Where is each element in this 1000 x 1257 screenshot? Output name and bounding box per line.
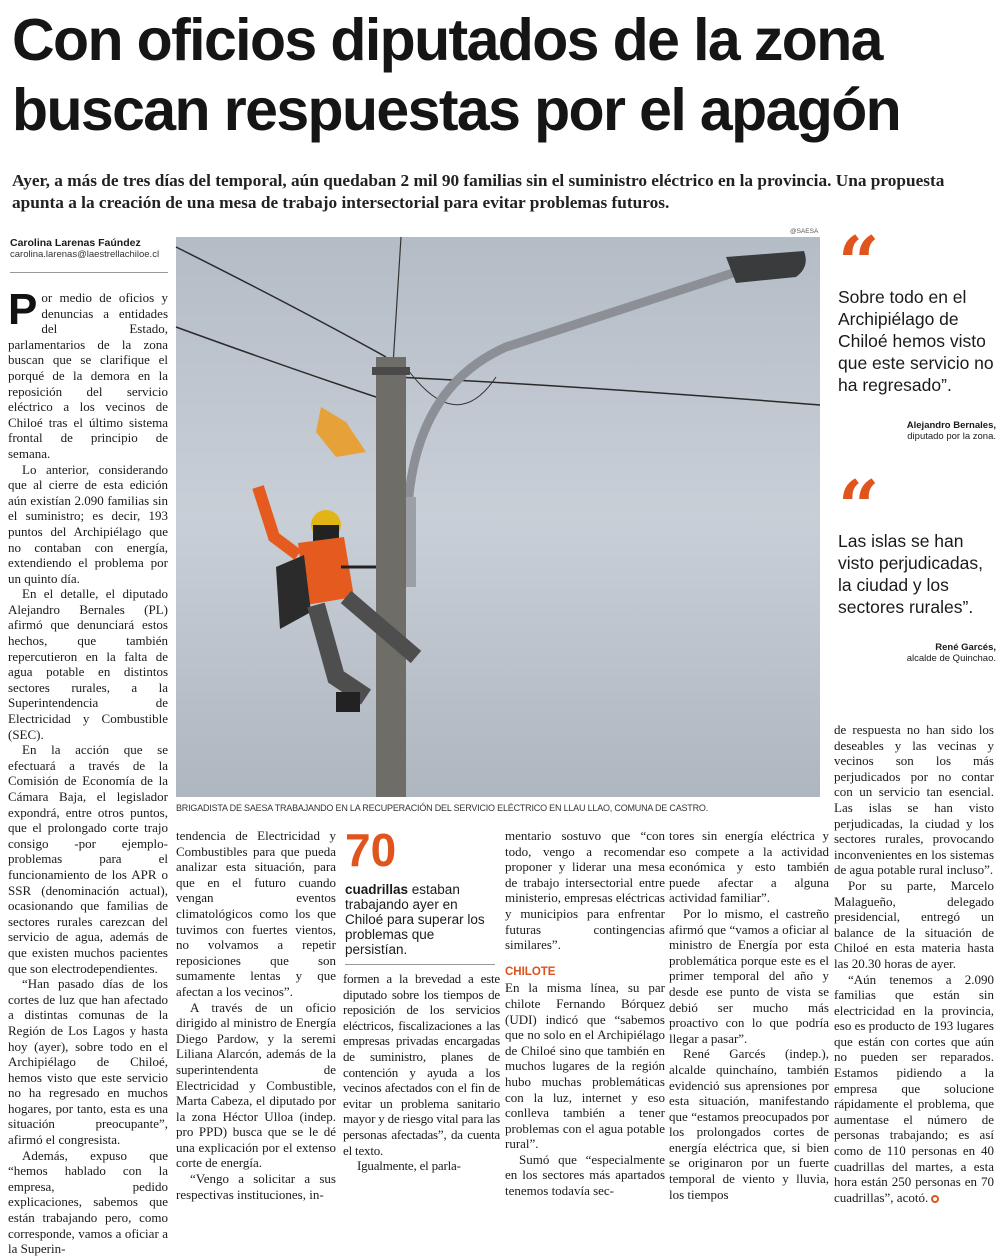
- stat-divider: [345, 964, 495, 965]
- end-of-article-icon: [931, 1195, 939, 1203]
- paragraph: tendencia de Electricidad y Combustibles para que pueda analizar esta situación, para que en el futuro cuando vengan eventos climatológicos como los que tuvimos con fuertes vientos, no volvamos a repetir reposiciones que son sumamente lentas y que afectan a los vecinos”.: [176, 828, 336, 999]
- column-3: [343, 971, 500, 1174]
- paragraph: Por su parte, Marcelo Malagueño, delegado presidencial, entregó un balance de la situación de Chiloé en esta materia hasta las 20.30 horas de ayer.: [834, 877, 994, 971]
- paragraph: mentario sostuvo que “con todo, vengo a recomendar proponer y liderar una mesa de trabajo intersectorial entre ministerio, empresas eléctricas y municipios para enfrentar futuras contingencias similares”.: [505, 828, 665, 953]
- paragraph: “Aún tenemos a 2.090 familias que están sin electricidad en la provincia, eso es producto de 193 lugares que están con cortes que aún no pueden ser reparados. Estamos pidiendo a la empresa que solucione rápidamente el problema, que aumentase el número de personas trabajando; es así como de 110 personas en 40 cuadrillas del martes, a esta hora están 250 personas en 70 cuadrillas”, acotó.: [834, 971, 994, 1205]
- paragraph: “Han pasado días de los cortes de luz que han afectado a distintas comunas de la Región de Los Lagos y hasta hoy (ayer), sobre todo en el Archipiélago de Chiloé, hemos visto que este servicio no ha regresado en muchos hogares, por tanto, esta es una situación preocupante”, afirmó el congresista.: [8, 976, 168, 1148]
- paragraph: A través de un oficio dirigido al ministro de Energía Diego Pardow, y la seremi Liliana Alarcón, además de la superintendenta de Electricidad y Combustible, Marta Cabeza, el diputado por la zona Héctor Ulloa (indep. pro PPD) busca que se le dé una explicación por el extenso corte de energía.: [176, 999, 336, 1171]
- lineworker-photo: [176, 237, 820, 797]
- subheading: CHILOTE: [505, 965, 556, 978]
- quote-mark-icon: “: [838, 464, 880, 549]
- pull-quote-2: [838, 464, 996, 664]
- paragraph: formen a la brevedad a este diputado sobre los tiempos de reposición de los servicios eléctricos, fiscalizaciones a las empresas privadas encargadas de suministro, planes de contención y ayuda a los vecinos afectados con el fin de evitar un problema sanitario mayor y de riesgo vital para las personas afectadas”, da cuenta el texto.: [343, 971, 500, 1158]
- lede: Ayer, a más de tres días del temporal, aún quedaban 2 mil 90 familias sin el suministro eléctrico en la provincia. Una propuesta apunta a la creación de una mesa de trabajo intersectorial para evitar problemas futuros.: [12, 171, 945, 212]
- photo-caption: BRIGADISTA DE SAESA TRABAJANDO EN LA RECUPERACIÓN DEL SERVICIO ELÉCTRICO EN LLAU LLAO, COMUNA DE CASTRO.: [176, 803, 709, 813]
- paragraph: René Garcés (indep.), alcalde quinchaíno, también evidenció sus aprensiones por esta situación, manifestando que “estamos preocupados por los prolongados cortes de energía eléctrica que, si bien se originaron por un fuerte temporal de viento y lluvia, los tiempos: [669, 1046, 829, 1202]
- quote-author: René Garcés,: [935, 642, 996, 653]
- paragraph: En la misma línea, su par chilote Fernando Bórquez (UDI) indicó que “sabemos que no solo en el Archipiélago de Chiloé sino que también en muchos lugares de la región hubo muchas problemáticas con la luz, internet y eso conlleva también a tener problemas con el agua potable rural”.: [505, 980, 665, 1152]
- paragraph: “Vengo a solicitar a sus respectivas instituciones, in-: [176, 1171, 336, 1202]
- stat-text: estaban trabajando ayer en Chiloé para superar los problemas que persistían.: [345, 882, 485, 957]
- stat-number: 70: [345, 824, 397, 876]
- paragraph: Además, expuso que “hemos hablado con la empresa, pedido explicaciones, sabemos que están trabajando pero, como corresponde, vamos a oficiar a la Superin-: [8, 1147, 168, 1257]
- paragraph: or medio de oficios y denuncias a entidades del Estado, parlamentarios de la zona buscan que se clarifique el porqué de la demora en la reposición del servicio eléctrico a los vecinos de Chiloé tras el último sistema frontal de principio de semana.: [8, 290, 168, 461]
- quote-author-role: diputado por la zona.: [907, 431, 996, 442]
- paragraph: Sumó que “especialmente en los sectores más apartados tenemos todavía sec-: [505, 1151, 665, 1199]
- stat-bold: cuadrillas: [345, 882, 409, 897]
- author-name: Carolina Larenas Faúndez: [10, 237, 141, 249]
- paragraph: Por lo mismo, el castreño afirmó que “vamos a oficiar al ministro de Energía por esta problemática porque este es el primer temporal del año y desde ese punto de vista se debió ser mucho más proactivo con lo que podría llegar a pasar”.: [669, 905, 829, 1046]
- column-5: [669, 828, 829, 1203]
- stat-box: [345, 826, 495, 957]
- column-2: [176, 828, 336, 1203]
- column-6: [834, 722, 994, 1203]
- paragraph: de respuesta no han sido los deseables y las vecinas y vecinos son los más perjudicados por no contar con un servicio tan esencial. Las islas se han visto perjudicadas, la ciudad y los sectores rurales, provocando inconvenientes en los sistemas de agua potable rural incluso”.: [834, 722, 994, 878]
- paragraph: En el detalle, el diputado Alejandro Bernales (PL) afirmó que denunciará estos hechos, que también repercutieron en la falta de agua potable en distintos sectores rurales, a la Superintendencia de Electricidad y Combustible (SEC).: [8, 586, 168, 742]
- quote-text: Las islas se han visto perjudicadas, la ciudad y los sectores rurales”.: [838, 531, 983, 617]
- paragraph: En la acción que se efectuará a través de la Comisión de Economía de la Cámara Baja, el legislador expondrá, entre otros puntos, que el prolongado corte trajo consigo -por ejemplo- problemas para el funcionamiento de los APR o SSR (denominación actual), ocasionando que familias de sectores rurales carezcan del servicio de agua, además de que existen muchos pacientes que son electrodependientes.: [8, 742, 168, 976]
- quote-author: Alejandro Bernales,: [906, 420, 996, 431]
- headline-line-2: buscan respuestas por el apagón: [12, 77, 901, 143]
- quote-mark-icon: “: [838, 220, 880, 305]
- column-4: [505, 828, 665, 1203]
- article-photo: [176, 237, 820, 797]
- byline: [10, 237, 170, 260]
- paragraph: Igualmente, el parla-: [357, 1158, 461, 1174]
- paragraph: Lo anterior, considerando que al cierre de esta edición aún existían 2.090 familias sin el suministro; es decir, 193 puntos del Archipiélago que no contaban con energía, extendiendo el problema por un quinto día.: [8, 461, 168, 586]
- column-1: [8, 285, 168, 1257]
- paragraph: tores sin energía eléctrica y eso compete a la actividad económica y esto también puede afectar a alguna actividad familiar”.: [669, 828, 829, 906]
- photo-credit: @SAESA: [790, 228, 819, 235]
- headline-line-1: Con oficios diputados de la zona: [12, 7, 882, 73]
- author-email[interactable]: carolina.larenas@laestrellachiloe.cl: [10, 249, 160, 260]
- pull-quote-1: [838, 220, 996, 442]
- quote-author-role: alcalde de Quinchao.: [906, 653, 996, 664]
- drop-cap: P: [8, 285, 38, 334]
- byline-divider: [10, 272, 168, 273]
- quote-text: Sobre todo en el Archipiélago de Chiloé hemos visto que este servicio no ha regresado”.: [838, 287, 994, 395]
